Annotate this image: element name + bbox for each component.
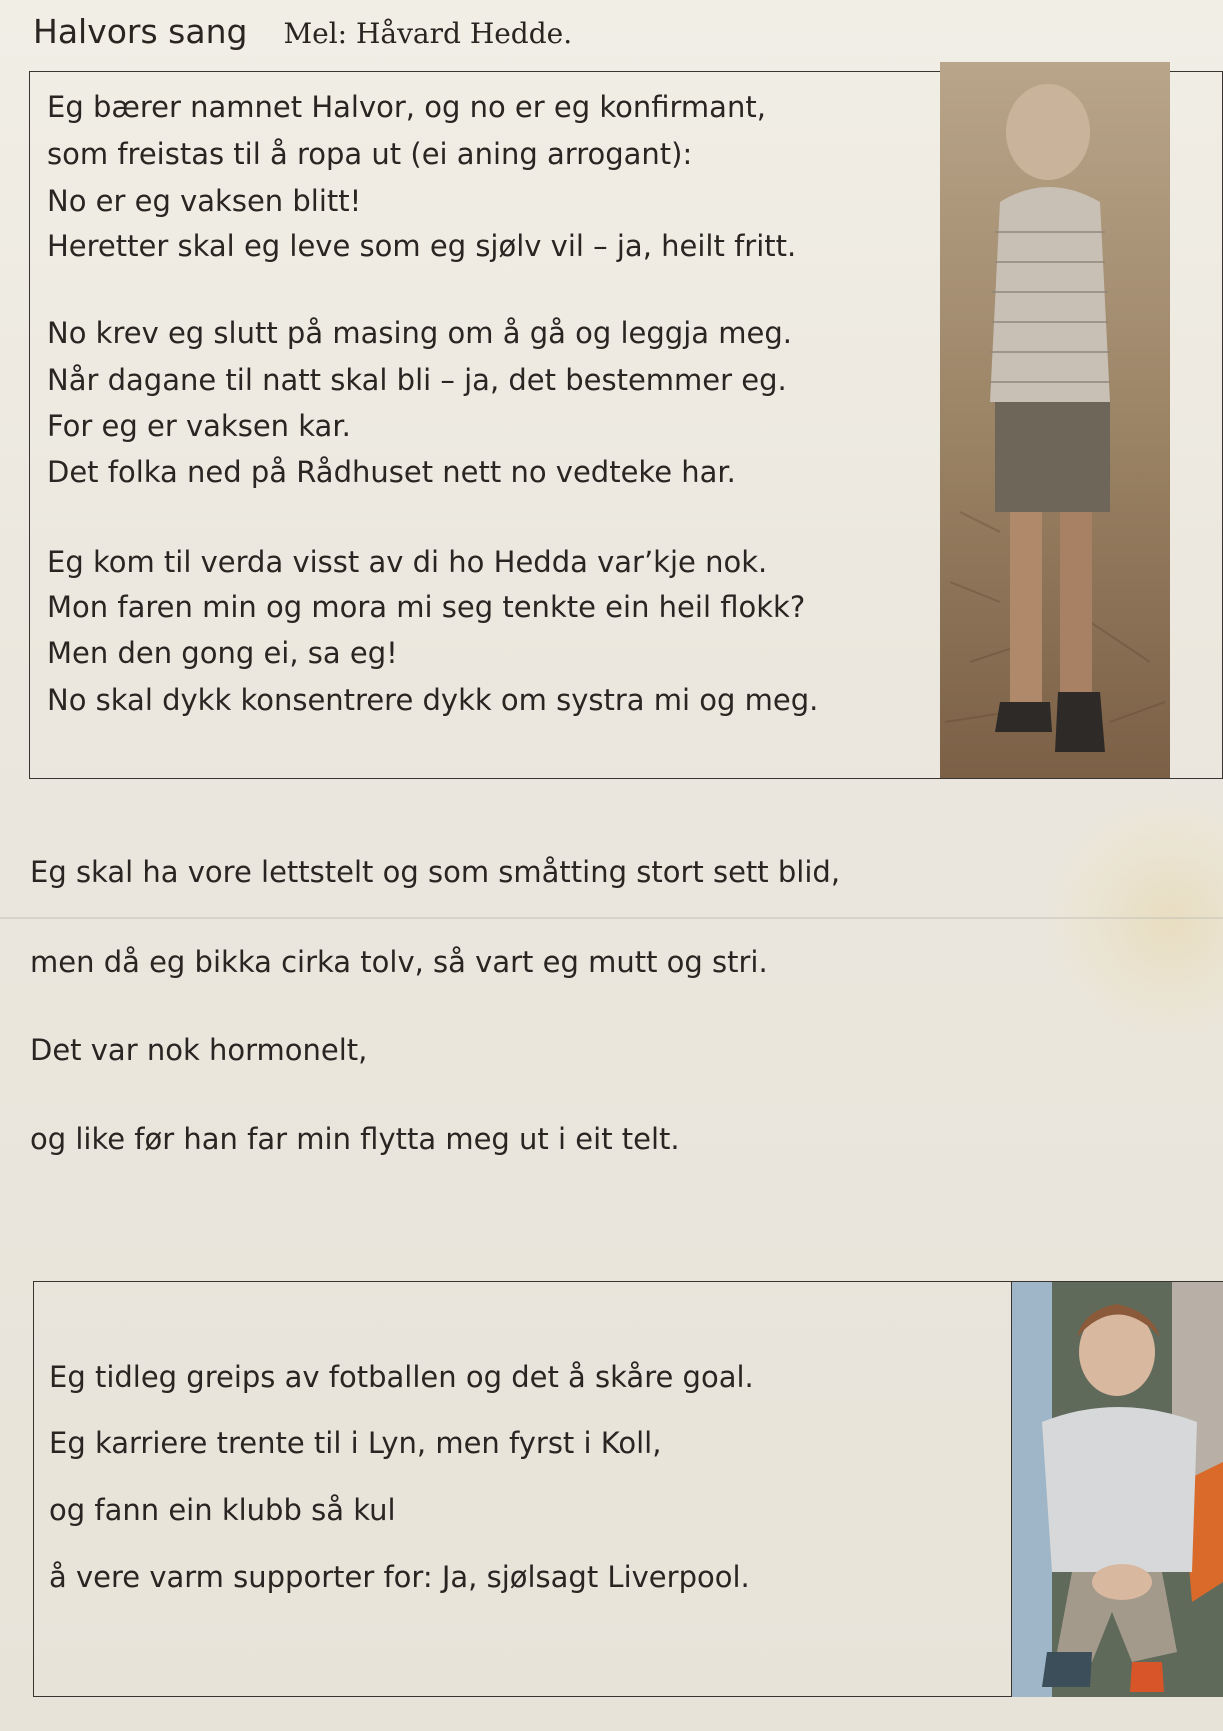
verse-line: Eg karriere trente til i Lyn, men fyrst i Koll,	[49, 1426, 662, 1460]
verse-line: som freistas til å ropa ut (ei aning arrogant):	[47, 137, 693, 171]
verse-line: No er eg vaksen blitt!	[47, 184, 362, 218]
verse-line: Det folka ned på Rådhuset nett no vedteke har.	[47, 455, 736, 489]
verse-line: Det var nok hormonelt,	[30, 1033, 368, 1067]
melody-credit: Mel: Håvard Hedde.	[283, 17, 573, 50]
verse-line: No skal dykk konsentrere dykk om systra mi og meg.	[47, 683, 819, 717]
verse-line: Når dagane til natt skal bli – ja, det bestemmer eg.	[47, 363, 787, 397]
song-header	[33, 12, 572, 56]
verse-line: Heretter skal eg leve som eg sjølv vil – ja, heilt fritt.	[47, 229, 797, 263]
verse-line: og like før han far min flytta meg ut i eit telt.	[30, 1122, 680, 1156]
verse-line: Men den gong ei, sa eg!	[47, 636, 398, 670]
song-title: Halvors sang	[33, 12, 248, 51]
verse-line: Eg kom til verda visst av di ho Hedda var’kje nok.	[47, 545, 768, 579]
verse-line: Mon faren min og mora mi seg tenkte ein heil flokk?	[47, 590, 806, 624]
photo-boy-kneeling	[1012, 1282, 1223, 1697]
verse-line: For eg er vaksen kar.	[47, 409, 351, 443]
verse-line: og fann ein klubb så kul	[49, 1493, 396, 1527]
photo-boy-standing	[940, 62, 1170, 778]
verse-line: men då eg bikka cirka tolv, så vart eg mutt og stri.	[30, 945, 768, 979]
paper-fold-line	[0, 917, 1223, 919]
verse-line: No krev eg slutt på masing om å gå og leggja meg.	[47, 316, 792, 350]
verse-line: å vere varm supporter for: Ja, sjølsagt Liverpool.	[49, 1560, 750, 1594]
verse-line: Eg bærer namnet Halvor, og no er eg konfirmant,	[47, 90, 766, 124]
verse-line: Eg tidleg greips av fotballen og det å skåre goal.	[49, 1360, 754, 1394]
verse-line: Eg skal ha vore lettstelt og som småtting stort sett blid,	[30, 855, 841, 889]
photo-boy-standing-image	[940, 62, 1170, 778]
photo-boy-kneeling-image	[1012, 1282, 1223, 1697]
